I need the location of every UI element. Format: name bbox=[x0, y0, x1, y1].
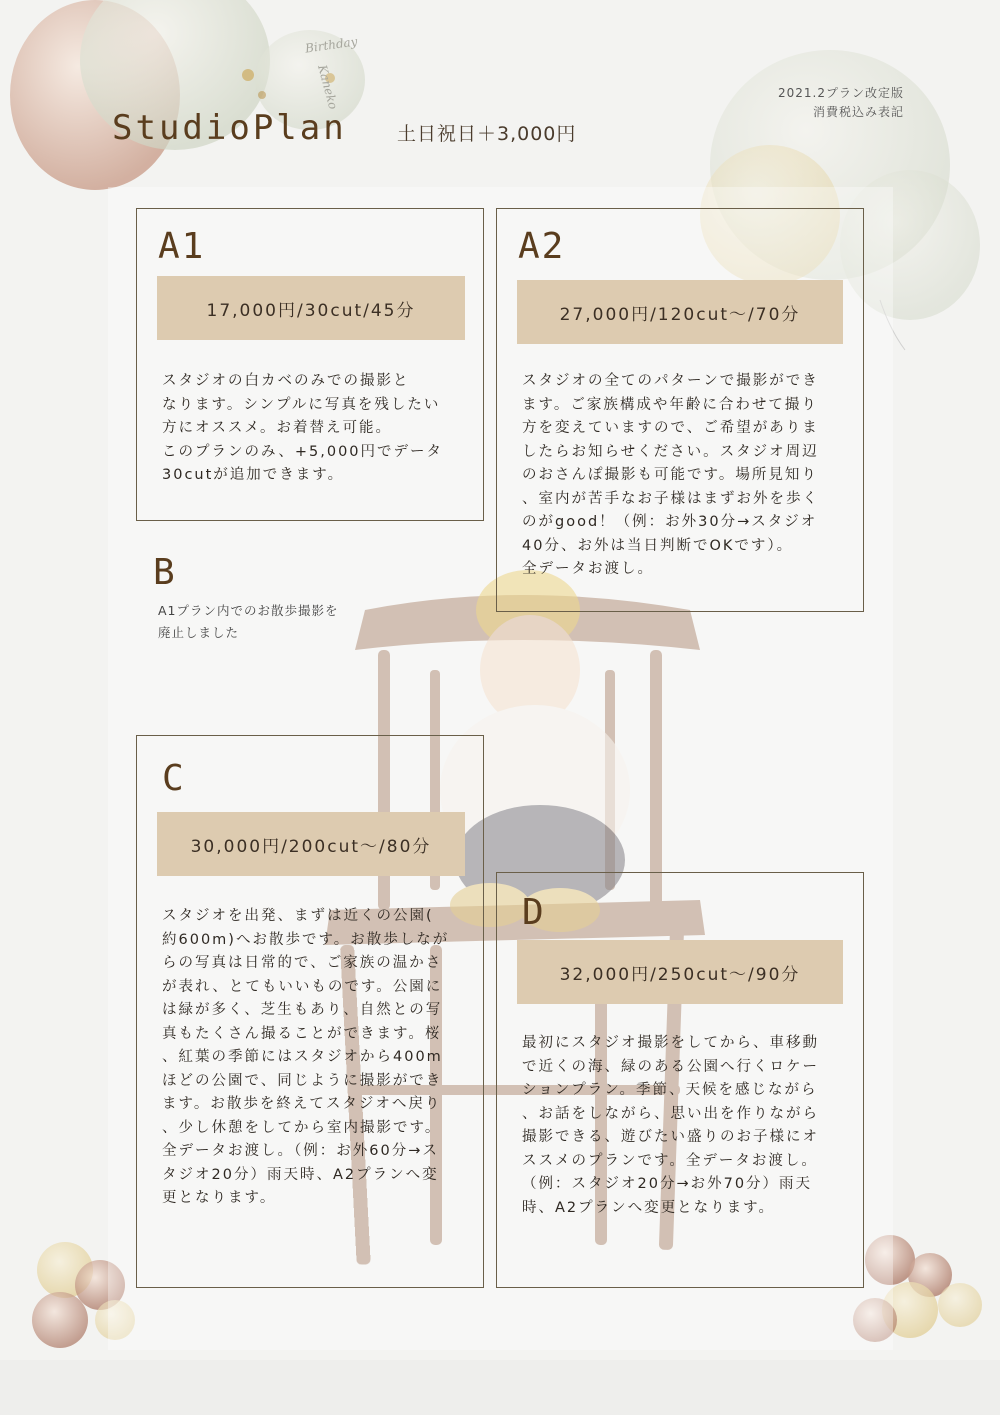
plan-d-price: 32,000円/250cut～/90分 bbox=[517, 940, 843, 1004]
description-line: 30cutが追加できます。 bbox=[162, 467, 345, 483]
plan-a2-description bbox=[522, 370, 819, 582]
description-line: ます。お散歩を終えてスタジオへ戻り bbox=[162, 1096, 442, 1112]
description-line: のおさんぽ撮影も可能です。場所見知り bbox=[522, 467, 818, 483]
decor-script-name: Kaneko bbox=[315, 63, 341, 111]
plan-d-letter: D bbox=[522, 892, 546, 933]
plan-a1-description bbox=[162, 370, 443, 488]
description-line: このプランのみ、+5,000円でデータ bbox=[162, 443, 444, 460]
plan-a2-price: 27,000円/120cut～/70分 bbox=[517, 280, 843, 344]
description-line: 方を変えていますので、ご希望がありま bbox=[522, 420, 819, 436]
description-line: で近くの海、緑のある公園へ行くロケー bbox=[522, 1058, 819, 1075]
description-line: 、お話をしながら、思い出を作りながら bbox=[522, 1105, 819, 1122]
description-line: スタジオの白カベのみでの撮影と bbox=[162, 373, 410, 389]
description-line: 撮影できる、遊びたい盛りのお子様にオ bbox=[522, 1129, 819, 1145]
description-line: ションプラン。季節、天候を感じながら bbox=[522, 1082, 818, 1098]
description-line: したらお知らせください。スタジオ周辺 bbox=[522, 443, 819, 460]
decor-script-birthday: Birthday bbox=[304, 34, 359, 56]
description-line: タジオ20分）雨天時、A2プランへ変 bbox=[162, 1166, 439, 1183]
description-line: （例：スタジオ20分→お外70分）雨天 bbox=[522, 1176, 813, 1192]
plan-c-letter: C bbox=[162, 758, 186, 799]
description-line: 方にオススメ。お着替え可能。 bbox=[162, 420, 392, 436]
plan-a1-letter: A1 bbox=[158, 226, 206, 267]
description-line: ススメのプランです。全データお渡し。 bbox=[522, 1152, 818, 1169]
note-line: 廃止しました bbox=[158, 625, 240, 640]
plan-d-description bbox=[522, 1032, 819, 1220]
description-line: 、紅葉の季節にはスタジオから400m bbox=[162, 1049, 443, 1065]
plan-a1-price: 17,000円/30cut/45分 bbox=[157, 276, 465, 340]
description-line: は緑が多く、芝生もあり、自然との写 bbox=[162, 1002, 443, 1018]
revision-note bbox=[778, 84, 904, 122]
plan-a2-letter: A2 bbox=[518, 226, 566, 267]
description-line: のがgood！（例：お外30分→スタジオ bbox=[522, 514, 818, 530]
plan-b-note bbox=[158, 600, 339, 644]
revision-line: 消費税込み表記 bbox=[812, 105, 904, 119]
description-line: らの写真は日常的で、ご家族の温かさ bbox=[162, 955, 443, 971]
revision-line: 2021.2プラン改定版 bbox=[778, 86, 904, 100]
description-line: ます。ご家族構成や年齢に合わせて撮り bbox=[522, 396, 818, 413]
description-line: が表れ、とてもいいものです。公園に bbox=[162, 978, 443, 995]
description-line: 更となります。 bbox=[162, 1190, 277, 1206]
description-line: 、室内が苦手なお子様はまずお外を歩く bbox=[522, 490, 819, 507]
weekend-surcharge: 土日祝日＋3,000円 bbox=[397, 123, 577, 145]
description-line: スタジオの全てのパターンで撮影ができ bbox=[522, 373, 819, 389]
description-line: なります。シンプルに写真を残したい bbox=[162, 396, 441, 413]
description-line: 全データお渡し。 bbox=[522, 561, 654, 577]
plan-c-description bbox=[162, 905, 449, 1211]
description-line: スタジオを出発、まずは近くの公園( bbox=[162, 908, 434, 924]
description-line: 時、A2プランへ変更となります。 bbox=[522, 1199, 775, 1216]
page-title: StudioPlan bbox=[112, 108, 347, 148]
description-line: 約600m)へお散歩です。お散歩しなが bbox=[162, 931, 450, 948]
description-line: 最初にスタジオ撮影をしてから、車移動 bbox=[522, 1035, 819, 1051]
plan-b-letter: B bbox=[153, 552, 177, 593]
description-line: 真もたくさん撮ることができます。桜 bbox=[162, 1025, 442, 1042]
description-line: ほどの公園で、同じように撮影ができ bbox=[162, 1072, 443, 1089]
description-line: 40分、お外は当日判断でOKです）。 bbox=[522, 537, 794, 554]
description-line: 、少し休憩をしてから室内撮影です。 bbox=[162, 1119, 442, 1136]
plan-c-price: 30,000円/200cut～/80分 bbox=[157, 812, 465, 876]
description-line: 全データお渡し。（例：お外60分→ス bbox=[162, 1143, 439, 1159]
note-line: A1プラン内でのお散歩撮影を bbox=[158, 603, 339, 618]
